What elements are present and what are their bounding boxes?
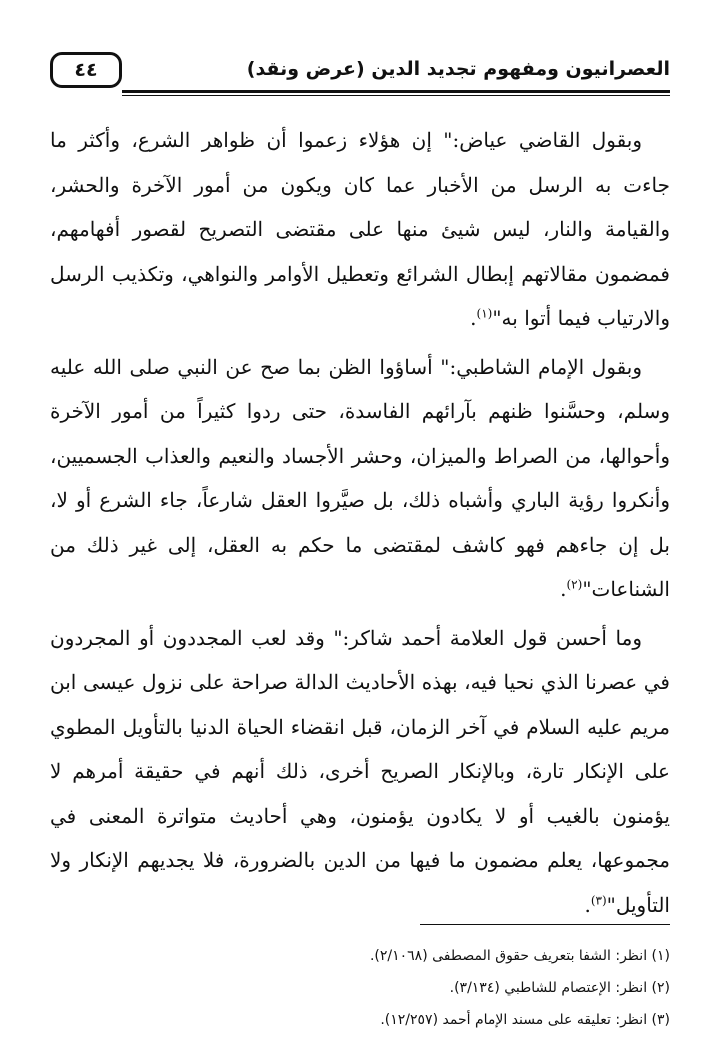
paragraph-text: وما أحسن قول العلامة أحمد شاكر:" وقد لعب المجددون أو المجردون في عصرنا الذي نحيا فيه، بهذه الأحاديث الدالة صراحة على نزول عيسى ابن مريم عليه السلام في آخر الزمان، قبل انقضاء الحياة الدنيا بالتأويل المطوي على الإنكار تارة، وبالإنكار الصريح أخرى، ذلك أنهم في حقيقة أمرهم لا يؤمنون بالغيب أو لا يكادون يؤمنون، وهي أحاديث متواترة المعنى في مجموعها، يعلم مضمون ما فيها من الدين بالضرورة، فلا يجديهم الإنكار ولا التأويل" [50,625,670,917]
footnote-ref-2: (٢) [566,577,583,592]
footnote-ref-3: (٣) [590,892,607,907]
paragraph-text: وبقول القاضي عياض:" إن هؤلاء زعموا أن ظواهر الشرع، وأكثر ما جاءت به الرسل من الأخبار عما كان ويكون من أمور الآخرة والحشر، والقيامة والنار، ليس شيئ منها على مقتضى التصريح لقصور أفهامهم، فمضمون مقالاتهم إبطال الشرائع وتعطيل الأوامر والنواهي، وتكذيب الرسل والارتياب فيما أتوا به" [50,128,670,330]
header-rule-thick [122,90,670,93]
running-header [50,52,670,98]
main-text [50,118,670,931]
paragraph-text: وبقول الإمام الشاطبي:" أساؤوا الظن بما صح عن النبي صلى الله عليه وسلم، وحسَّنوا ظنهم بآرائهم الفاسدة، حتى ردوا كثيراً من أمور الآخرة وأحوالها، من الصراط والميزان، وحشر الأجساد والنعيم والعذاب الجسميين، وأنكروا رؤية الباري وأشباه ذلك، بل صيَّروا العقل شارعاً، جاء الشرع أو لا، بل إن جاءهم فهو كاشف لمقتضى ما حكم به العقل، إلى غير ذلك من الشناعات" [50,354,670,601]
paragraph-end: . [560,577,567,601]
page-number-badge: ٤٤ [50,52,122,88]
header-rule-thin [122,95,670,96]
paragraph-end: . [584,892,591,917]
paragraph-qadi-iyad [50,118,670,341]
paragraph-end: . [470,306,477,330]
footnote-separator [420,924,670,925]
footnote-ref-1: (١) [476,306,493,321]
footnotes [50,940,670,1036]
paragraph-shatibi [50,345,670,612]
footnote-3: (٣) انظر: تعليقه على مسند الإمام أحمد (١٢/٢٥٧). [380,1012,670,1028]
footnote-1: (١) انظر: الشفا بتعريف حقوق المصطفى (٢/١٠٦٨). [369,948,670,964]
header-title: العصرانيون ومفهوم تجديد الدين (عرض ونقد) [246,58,670,80]
paragraph-ahmad-shakir [50,616,670,928]
footnote-2: (٢) انظر: الإعتصام للشاطبي (٣/١٣٤). [449,980,670,996]
